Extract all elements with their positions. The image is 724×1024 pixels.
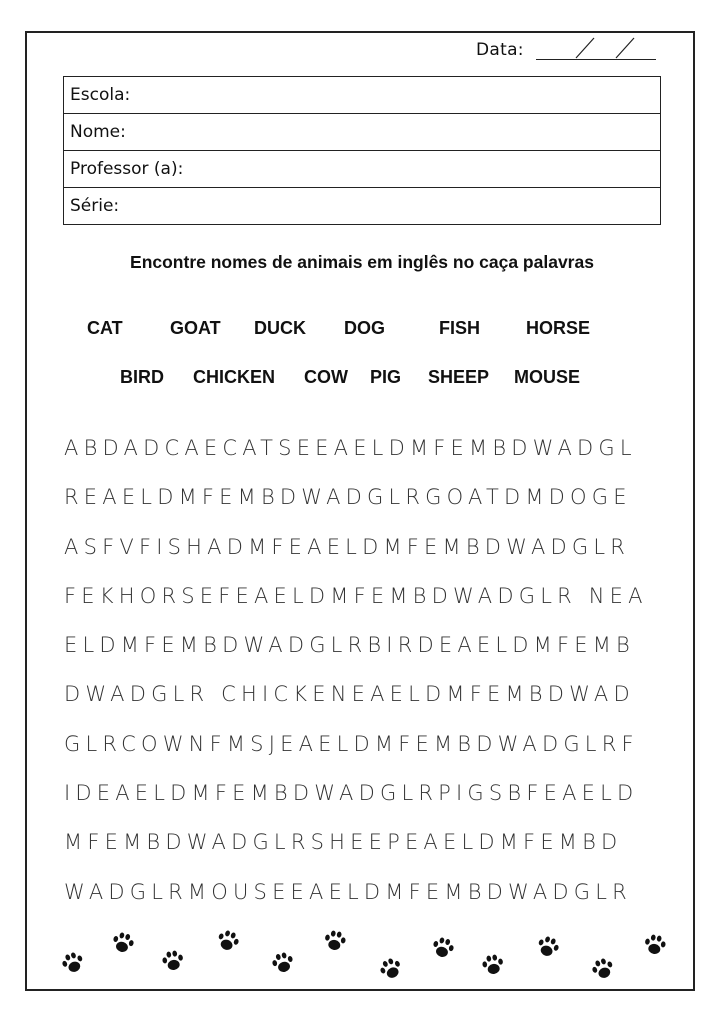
info-label: Nome:	[70, 122, 126, 142]
grid-row[interactable]: WADGLRMOUSEEAELDMFEMBDWADGLR	[64, 879, 632, 904]
word-bank-item: HORSE	[526, 318, 591, 338]
paw-print-icon	[590, 956, 616, 982]
word-bank-item: BIRD	[120, 367, 164, 387]
word-bank-row-2	[0, 367, 724, 391]
word-bank-row-1	[0, 318, 724, 342]
grid-row[interactable]: ABDADCAECATSEEAELDMFEMBDWADGL	[64, 436, 637, 460]
paw-print-icon	[322, 928, 348, 954]
paw-print-icon	[642, 932, 668, 958]
info-label: Série:	[70, 196, 120, 216]
paw-print-icon	[535, 934, 561, 960]
date-slashes	[536, 37, 656, 59]
word-bank-item: DUCK	[254, 318, 306, 338]
info-row-serie[interactable]	[64, 188, 660, 224]
student-info-table	[63, 76, 661, 225]
grid-row[interactable]: DWADGLR CHICKENEAELDMFEMBDWAD	[64, 682, 635, 707]
word-bank-item: SHEEP	[428, 367, 490, 387]
info-row-nome[interactable]	[64, 114, 660, 151]
word-bank-item: CAT	[87, 318, 123, 338]
paw-print-icon	[160, 948, 186, 974]
info-row-escola[interactable]	[64, 77, 660, 114]
word-bank-item: CHICKEN	[193, 367, 276, 387]
grid-row[interactable]: MFEMBDWADGLRSHEEPEAELDMFEMBD	[64, 830, 623, 855]
word-bank-item: FISH	[439, 318, 481, 338]
paw-print-icon	[110, 930, 136, 956]
word-search-grid	[64, 430, 664, 923]
date-input-line[interactable]	[536, 37, 656, 60]
word-bank-item: COW	[304, 367, 348, 387]
paw-print-icon	[430, 935, 456, 961]
word-bank-item: MOUSE	[514, 367, 581, 387]
paw-print-icon	[215, 928, 241, 954]
date-field	[476, 36, 656, 60]
grid-row[interactable]: ASFVFISHADMFEAELDMFEMBDWADGLR	[64, 534, 631, 559]
paw-print-icon	[480, 952, 506, 978]
paw-prints-decoration	[0, 920, 724, 980]
info-label: Escola:	[70, 85, 131, 105]
info-label: Professor (a):	[70, 159, 184, 179]
paw-print-icon	[378, 956, 404, 982]
grid-row[interactable]: ELDMFEMBDWADGLRBIRDEAELDMFEMB	[64, 633, 635, 658]
word-bank-item: DOG	[344, 318, 386, 338]
word-bank-item: GOAT	[170, 318, 221, 338]
grid-row[interactable]: IDEAELDMFEMBDWADGLRPIGSBFEAELD	[64, 781, 639, 806]
grid-row[interactable]: REAELDMFEMBDWADGLRGOATDMDOGE	[64, 485, 632, 510]
paw-print-icon	[270, 950, 296, 976]
grid-row[interactable]: FEKHORSEFEAELDMFEMBDWADGLR NEA	[64, 583, 648, 608]
info-row-professor[interactable]	[64, 151, 660, 188]
paw-print-icon	[60, 950, 86, 976]
date-label: Data:	[476, 40, 524, 60]
grid-row[interactable]: GLRCOWNFMSJEAELDMFEMBDWADGLRF	[64, 731, 639, 756]
instruction-text: Encontre nomes de animais em inglês no caça palavras	[130, 252, 594, 272]
word-bank-item: PIG	[370, 367, 402, 387]
